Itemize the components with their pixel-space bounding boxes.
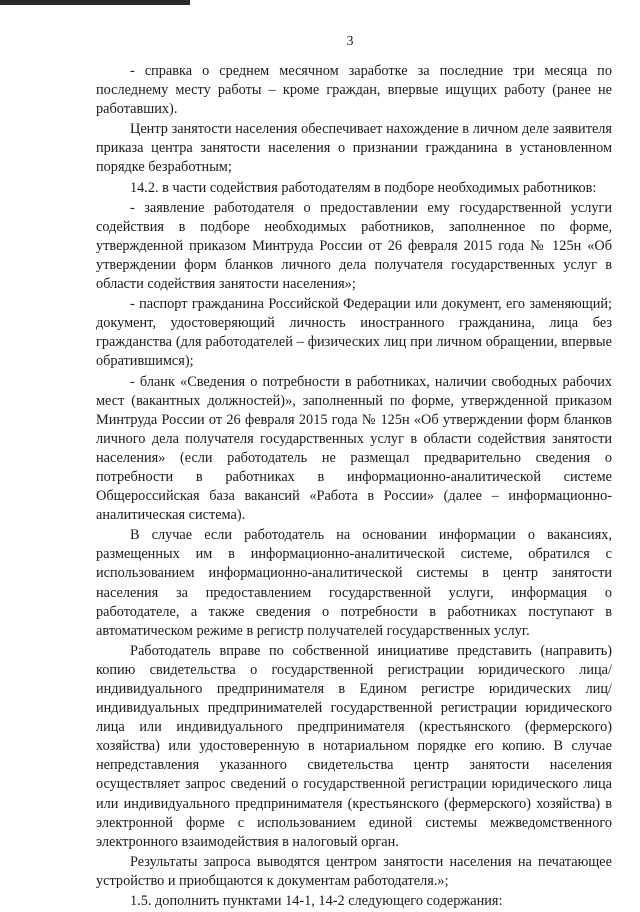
paragraph-employment-center-duty: Центр занятости населения обеспечивает нахождение в личном деле заявителя приказа центра занятости населения о признании гражданина в установленном порядке безработным; — [96, 121, 612, 176]
paragraph-registration-certificate: Работодатель вправе по собственной инициативе представить (направить) копию свидетельства о государственной регистрации юридического лица/индивидуального предпринимателя в Едином регистре юридических лиц/индивидуальных предпринимателей государственной регистрации юридического лица или индивидуального предпринимателя (крестьянского (фермерского) хозяйства) или удостоверенную в нотариальном порядке его копию. В случае непредставления указанного свидетельства центр занятости населения осуществляет запрос сведений о государственной регистрации юридического лица или индивидуального предпринимателя (крестьянского (фермерского) хозяйства) в электронной форме с использованием единой системы межведомственного электронного взаимодействия в налоговый орган. — [96, 642, 612, 850]
paragraph-amendment-1-5: 1.5. дополнить пунктами 14-1, 14-2 следующего содержания: — [130, 893, 503, 910]
document-body — [96, 62, 612, 912]
paragraph-vacancy-form: - бланк «Сведения о потребности в работниках, наличии свободных рабочих мест (вакантных должностей)», заполненный по форме, утвержденной приказом Минтруда России от 26 февраля 2015 года № 125н «Об утверждении форм бланков личного дела получателя государственных услуг в области содействия занятости населения» (если работодатель не размещал предварительно сведения о потребности в работниках в информационно-аналитической системе Общероссийская база вакансий «Работа в России» (далее – информационно-аналитическая система). — [96, 373, 612, 524]
page-number: 3 — [346, 34, 354, 49]
paragraph-passport: - паспорт гражданина Российской Федерации или документ, его заменяющий; документ, удостоверяющий личность иностранного гражданина, лица без гражданства (для работодателей – физических лиц при личном обращении, впервые обратившимся); — [96, 296, 612, 370]
paragraph-14-2-heading: 14.2. в части содействия работодателям в подборе необходимых работников: — [130, 179, 597, 196]
paragraph-request-results: Результаты запроса выводятся центром занятости населения на печатающее устройство и приобщаются к документам работодателя.»; — [96, 853, 612, 889]
paragraph-online-application: В случае если работодатель на основании информации о вакансиях, размещенных им в информационно-аналитической системе, обратился с использованием информационно-аналитической системы в центр занятости населения за предоставлением государственной услуги, информация о работодателе, а также сведения о потребности в работниках поступают в автоматическом режиме в регистр получателей государственных услуг. — [96, 527, 612, 639]
scan-edge-mark — [0, 0, 190, 5]
paragraph-employer-application: - заявление работодателя о предоставлении ему государственной услуги содействия в подборе необходимых работников, заполненное по форме, утвержденной приказом Минтруда России от 26 февраля 2015 года № 125н «Об утверждении форм бланков личного дела получателя государственных услуг в области содействия занятости населения»; — [96, 199, 612, 293]
paragraph-salary-certificate: - справка о среднем месячном заработке за последние три месяца по последнему месту работы – кроме граждан, впервые ищущих работу (ранее не работавших). — [96, 63, 612, 118]
